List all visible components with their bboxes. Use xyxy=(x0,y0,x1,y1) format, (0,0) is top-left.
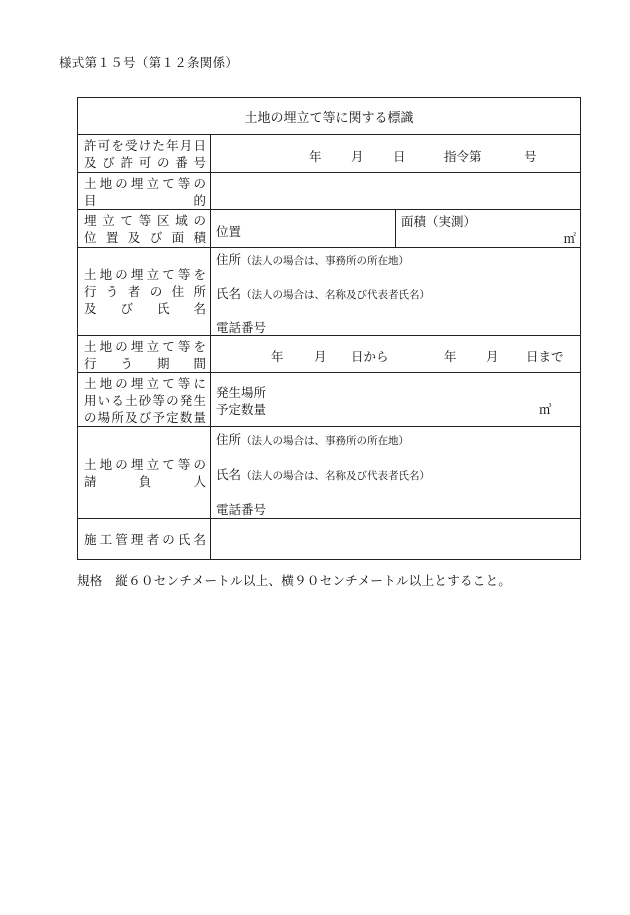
purpose-value[interactable] xyxy=(211,173,581,210)
period-from-month: 月 xyxy=(314,349,327,364)
contractor-row xyxy=(78,427,581,519)
manager-row xyxy=(78,519,581,560)
soil-quantity-label: 予定数量 xyxy=(216,402,267,417)
operator-label-line3: 及び氏名 xyxy=(84,301,206,316)
operator-label xyxy=(78,248,211,336)
operator-phone-label: 電話番号 xyxy=(216,320,267,335)
size-spec-footer: 規格 縦６０センチメートル以上、横９０センチメートル以上とすること。 xyxy=(77,573,512,588)
period-to-year: 年 xyxy=(444,349,457,364)
permit-value[interactable] xyxy=(211,135,581,173)
operator-row xyxy=(78,248,581,336)
purpose-label-line2: 目的 xyxy=(84,193,206,208)
operator-name-note: （法人の場合は、名称及び代表者氏名） xyxy=(241,289,431,301)
soil-unit: ㎥ xyxy=(539,402,552,417)
period-from-day: 日から xyxy=(351,349,389,364)
purpose-row xyxy=(78,173,581,210)
permit-label xyxy=(78,135,211,173)
contractor-value[interactable] xyxy=(211,427,581,519)
period-to-month: 月 xyxy=(486,349,499,364)
period-label xyxy=(78,336,211,373)
soil-row xyxy=(78,373,581,427)
permit-month-label: 月 xyxy=(351,149,364,164)
area-label-line1: 埋立て等区域の xyxy=(84,213,206,228)
permit-order-label: 指令第 xyxy=(444,149,482,164)
operator-address-note: （法人の場合は、事務所の所在地） xyxy=(241,255,410,267)
soil-label-line3: の場所及び予定数量 xyxy=(84,410,206,425)
contractor-phone-label: 電話番号 xyxy=(216,502,267,517)
sign-form-table xyxy=(77,97,581,560)
soil-label xyxy=(78,373,211,427)
period-label-line2: 行う期間 xyxy=(84,356,206,371)
title-row xyxy=(78,98,581,135)
permit-label-line1: 許可を受けた年月日 xyxy=(84,138,206,153)
contractor-address-label: 住所 xyxy=(216,432,242,447)
contractor-label-line2: 請負人 xyxy=(84,473,206,489)
purpose-label-line1: 土地の埋立て等の xyxy=(84,176,206,191)
soil-value[interactable] xyxy=(211,373,581,427)
contractor-label-line1: 土地の埋立て等の xyxy=(84,456,206,472)
operator-label-line1: 土地の埋立て等を xyxy=(84,267,206,282)
form-number-header: 様式第１５号（第１２条関係） xyxy=(59,55,239,70)
area-measure-label: 面積（実測） xyxy=(401,214,477,229)
period-from-year: 年 xyxy=(271,349,284,364)
soil-label-line2: 用いる土砂等の発生 xyxy=(84,393,206,408)
operator-label-line2: 行う者の住所 xyxy=(84,284,206,299)
soil-origin-label: 発生場所 xyxy=(216,385,267,400)
operator-address xyxy=(216,250,409,268)
contractor-name xyxy=(216,465,430,483)
permit-row xyxy=(78,135,581,173)
operator-name xyxy=(216,284,430,302)
area-cell[interactable] xyxy=(396,210,581,248)
contractor-name-label: 氏名 xyxy=(216,467,242,482)
area-row xyxy=(78,210,581,248)
area-unit: ㎡ xyxy=(563,231,576,246)
manager-label: 施工管理者の氏名 xyxy=(78,519,211,560)
position-label: 位置 xyxy=(216,224,242,239)
operator-value[interactable] xyxy=(211,248,581,336)
area-label-line2: 位置及び面積 xyxy=(84,230,206,245)
contractor-label xyxy=(78,427,211,519)
purpose-label xyxy=(78,173,211,210)
contractor-address-note: （法人の場合は、事務所の所在地） xyxy=(241,435,410,447)
period-to-day: 日まで xyxy=(526,349,564,364)
permit-year-label: 年 xyxy=(309,149,322,164)
period-row xyxy=(78,336,581,373)
operator-name-label: 氏名 xyxy=(216,286,242,301)
area-label xyxy=(78,210,211,248)
operator-address-label: 住所 xyxy=(216,252,242,267)
soil-label-line1: 土地の埋立て等に xyxy=(84,376,206,391)
period-label-line1: 土地の埋立て等を xyxy=(84,339,206,354)
permit-label-line2: 及び許可の番号 xyxy=(84,155,206,170)
permit-day-label: 日 xyxy=(393,149,406,164)
permit-number-label: 号 xyxy=(524,149,537,164)
form-title: 土地の埋立て等に関する標識 xyxy=(78,98,581,135)
manager-value[interactable] xyxy=(211,519,581,560)
position-cell[interactable] xyxy=(211,210,396,248)
contractor-address xyxy=(216,430,409,448)
period-value[interactable] xyxy=(211,336,581,373)
contractor-name-note: （法人の場合は、名称及び代表者氏名） xyxy=(241,470,431,482)
